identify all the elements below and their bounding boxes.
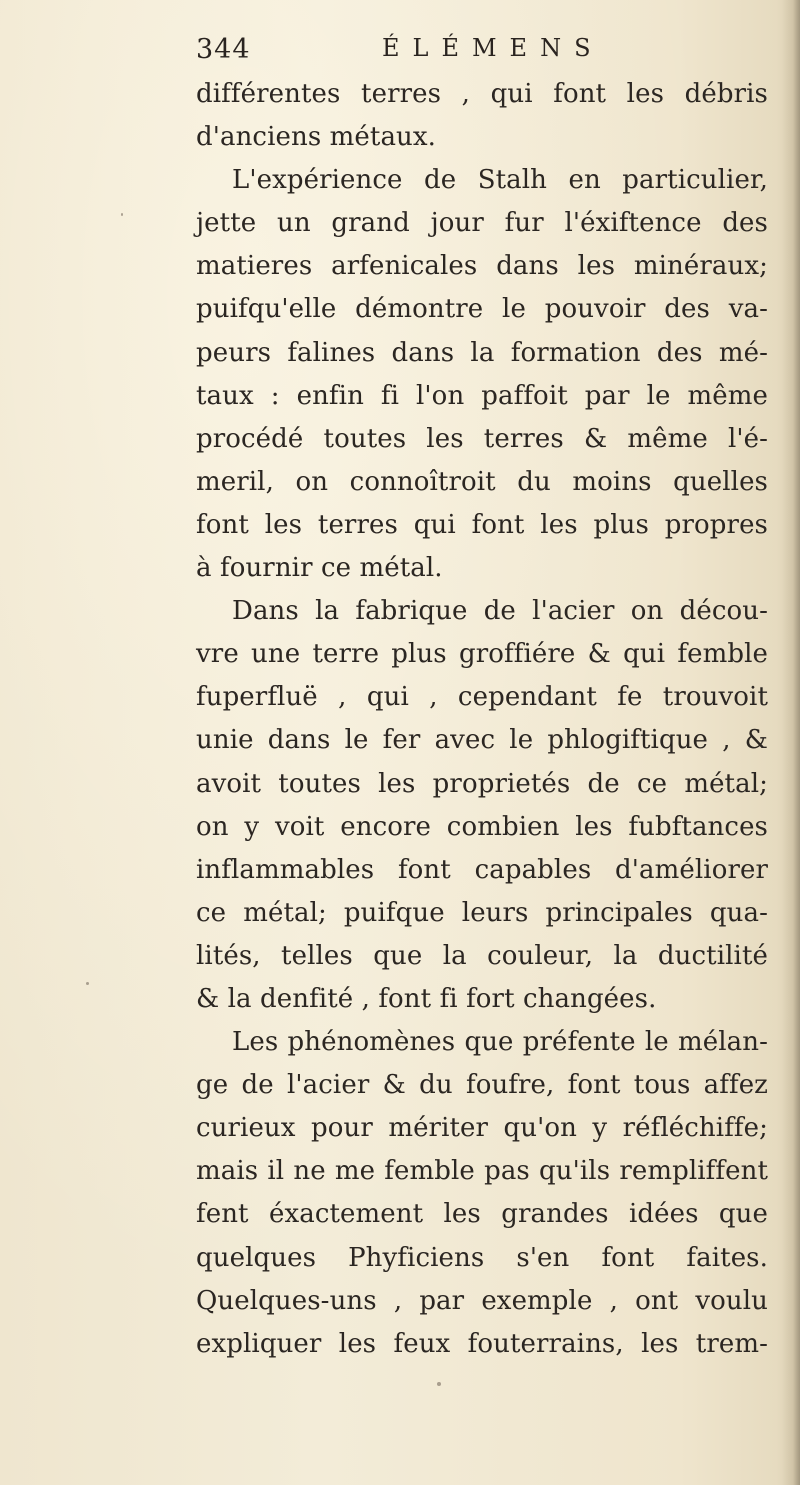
- text-line: différentes terres , qui font les débris: [196, 79, 768, 109]
- text-line: avoit toutes les proprietés de ce métal;: [196, 768, 768, 799]
- running-header: [196, 34, 776, 74]
- text-line: matieres arfenicales dans les minéraux;: [196, 251, 768, 282]
- text-line: & la denfité , font fi fort changées.: [196, 983, 657, 1014]
- running-title: ÉLÉMENS: [382, 34, 604, 62]
- text-line: d'anciens métaux.: [196, 122, 437, 153]
- text-line: jette un grand jour fur l'éxiftence des: [196, 208, 768, 239]
- text-line: fent éxactement les grandes idées que: [196, 1199, 768, 1230]
- page-edge-shadow: [782, 0, 800, 1485]
- text-line: fuperfluë , qui , cependant fe trouvoit: [196, 682, 768, 713]
- text-line: unie dans le fer avec le phlogiftique , &: [196, 725, 768, 756]
- text-line: on y voit encore combien les fubftances: [196, 811, 768, 842]
- text-line: peurs falines dans la formation des mé-: [196, 337, 768, 368]
- body-text: [196, 73, 768, 1366]
- text-line: vre une terre plus groffiére & qui femble: [196, 639, 768, 670]
- text-line: L'expérience de Stalh en particulier,: [232, 165, 768, 196]
- paper-speck: [86, 982, 89, 985]
- paper-speck: [121, 213, 123, 216]
- text-line: lités, telles que la couleur, la ductilité: [196, 940, 768, 971]
- text-line: à fournir ce métal.: [196, 553, 443, 584]
- text-line: meril, on connoîtroit du moins quelles: [196, 466, 768, 497]
- text-line: puifqu'elle démontre le pouvoir des va-: [196, 294, 768, 325]
- text-line: Dans la fabrique de l'acier on décou-: [232, 596, 768, 627]
- text-line: ce métal; puifque leurs principales qua-: [196, 897, 768, 928]
- text-line: quelques Phyficiens s'en font faites.: [196, 1242, 768, 1273]
- text-line: mais il ne me femble pas qu'ils rempliffent: [196, 1156, 768, 1187]
- text-line: procédé toutes les terres & même l'é-: [196, 423, 768, 454]
- paper-speck: [437, 1382, 441, 1386]
- page-number: 344: [196, 34, 251, 65]
- text-line: ge de l'acier & du foufre, font tous affez: [196, 1070, 768, 1101]
- text-line: curieux pour mériter qu'on y réfléchiffe;: [196, 1113, 768, 1144]
- text-line: expliquer les feux fouterrains, les trem-: [196, 1328, 768, 1359]
- text-line: taux : enfin fi l'on paffoit par le même: [196, 380, 768, 411]
- text-line: font les terres qui font les plus propres: [196, 509, 768, 540]
- text-line: Quelques-uns , par exemple , ont voulu: [196, 1285, 768, 1316]
- text-line: inflammables font capables d'améliorer: [196, 854, 768, 885]
- text-line: Les phénomènes que préfente le mélan-: [232, 1027, 768, 1058]
